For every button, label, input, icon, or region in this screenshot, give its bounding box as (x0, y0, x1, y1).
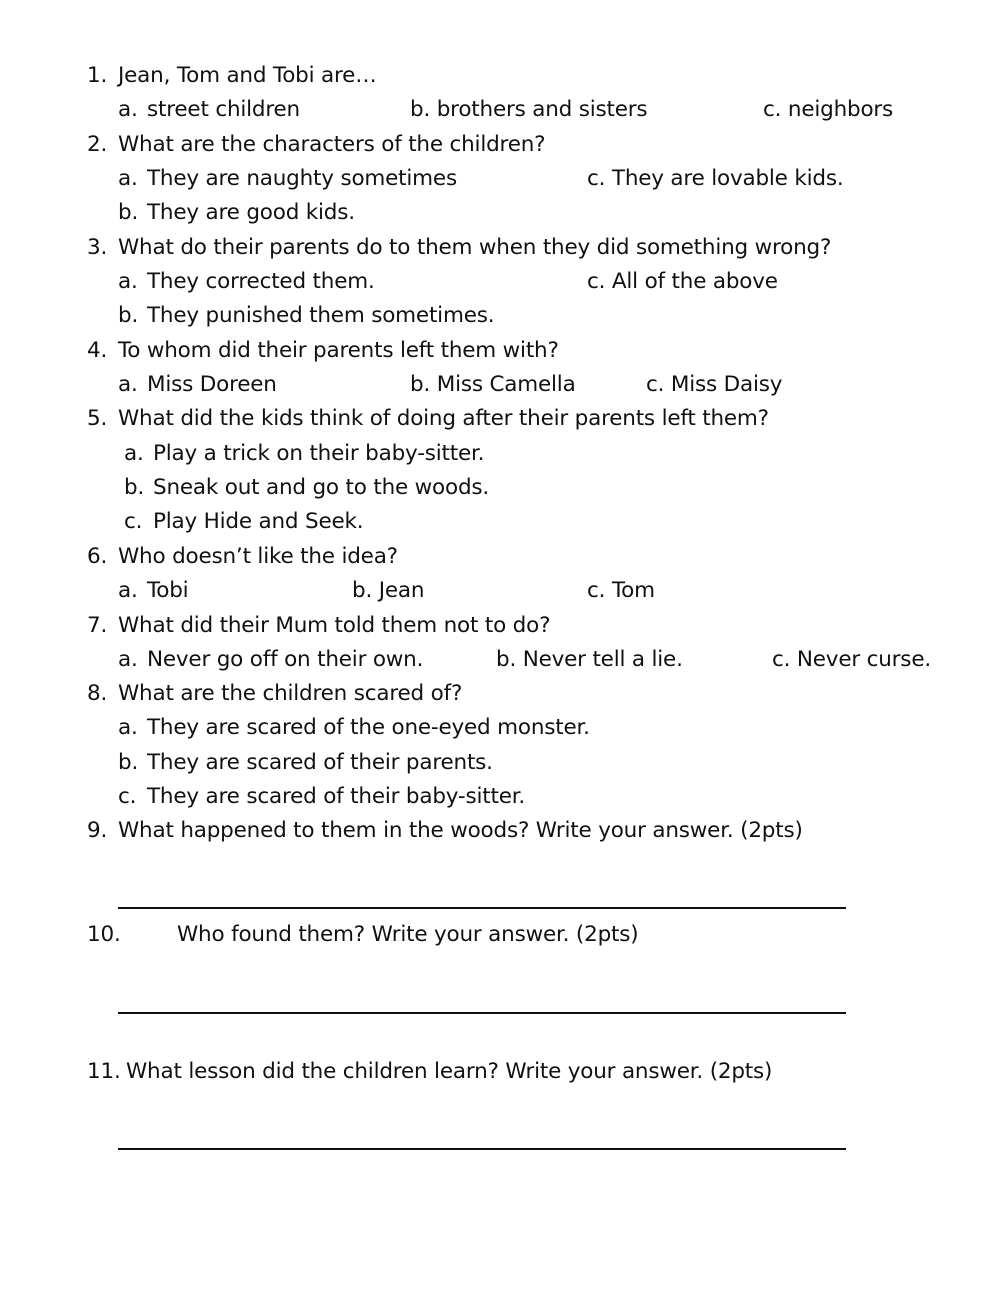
question-10-text: Who found them? Write your answer. (2pts) (177, 922, 639, 947)
question-5-text: What did the kids think of doing after their parents left them? (118, 406, 769, 431)
question-1-text: Jean, Tom and Tobi are… (118, 63, 377, 88)
question-8-number: 8. (87, 681, 108, 706)
question-6-number: 6. (87, 544, 108, 569)
question-3-text: What do their parents do to them when they did something wrong? (118, 235, 832, 260)
question-8-text: What are the children scared of? (118, 681, 463, 706)
question-7-option-c[interactable]: c. Never curse. (772, 647, 931, 672)
question-6-option-a-letter[interactable]: a. (118, 578, 138, 603)
question-4-option-a[interactable]: Miss Doreen (147, 372, 277, 397)
question-1-number: 1. (87, 63, 108, 88)
question-1-option-c[interactable]: c. neighbors (763, 97, 894, 122)
question-8-option-b[interactable]: They are scared of their parents. (147, 750, 493, 775)
question-8-option-c[interactable]: They are scared of their baby-sitter. (147, 784, 526, 809)
question-4-option-c[interactable]: c. Miss Daisy (646, 372, 783, 397)
question-11-answer-line[interactable] (118, 1148, 846, 1150)
question-6-option-a[interactable]: Tobi (147, 578, 189, 603)
question-7-number: 7. (87, 613, 108, 638)
question-5-option-a[interactable]: Play a trick on their baby-sitter. (153, 441, 485, 466)
question-5-number: 5. (87, 406, 108, 431)
question-1-option-a[interactable]: street children (147, 97, 300, 122)
question-1-option-b[interactable]: b. brothers and sisters (410, 97, 648, 122)
question-7-text: What did their Mum told them not to do? (118, 613, 551, 638)
question-3-option-b[interactable]: They punished them sometimes. (147, 303, 495, 328)
question-7-option-b[interactable]: b. Never tell a lie. (496, 647, 683, 672)
question-9-answer-line[interactable] (118, 907, 846, 909)
question-3-option-a-letter[interactable]: a. (118, 269, 138, 294)
question-2-number: 2. (87, 132, 108, 157)
question-2-text: What are the characters of the children? (118, 132, 546, 157)
question-3-option-b-letter[interactable]: b. (118, 303, 139, 328)
question-10-answer-line[interactable] (118, 1012, 846, 1014)
question-5-option-b-letter[interactable]: b. (124, 475, 145, 500)
question-3-option-a[interactable]: They corrected them. (147, 269, 375, 294)
question-1-option-a-letter[interactable]: a. (118, 97, 138, 122)
question-7-option-a[interactable]: Never go off on their own. (147, 647, 424, 672)
question-9-text: What happened to them in the woods? Write your answer. (2pts) (118, 818, 803, 843)
question-5-option-c-letter[interactable]: c. (124, 509, 143, 534)
question-4-number: 4. (87, 338, 108, 363)
question-3-number: 3. (87, 235, 108, 260)
question-4-text: To whom did their parents left them with? (118, 338, 559, 363)
question-8-option-a-letter[interactable]: a. (118, 715, 138, 740)
question-4-option-b[interactable]: b. Miss Camella (410, 372, 576, 397)
question-2-option-c[interactable]: c. They are lovable kids. (587, 166, 844, 191)
question-7-option-a-letter[interactable]: a. (118, 647, 138, 672)
question-6-option-c[interactable]: c. Tom (587, 578, 655, 603)
question-5-option-a-letter[interactable]: a. (124, 441, 144, 466)
question-8-option-b-letter[interactable]: b. (118, 750, 139, 775)
question-11-text: What lesson did the children learn? Write your answer. (2pts) (126, 1059, 773, 1084)
question-11-number: 11. (87, 1059, 121, 1084)
question-2-option-b[interactable]: They are good kids. (147, 200, 355, 225)
question-6-text: Who doesn’t like the idea? (118, 544, 398, 569)
question-2-option-a[interactable]: They are naughty sometimes (147, 166, 457, 191)
question-2-option-a-letter[interactable]: a. (118, 166, 138, 191)
question-8-option-c-letter[interactable]: c. (118, 784, 137, 809)
question-3-option-c[interactable]: c. All of the above (587, 269, 778, 294)
question-5-option-c[interactable]: Play Hide and Seek. (153, 509, 364, 534)
question-4-option-a-letter[interactable]: a. (118, 372, 138, 397)
question-8-option-a[interactable]: They are scared of the one-eyed monster. (147, 715, 590, 740)
question-2-option-b-letter[interactable]: b. (118, 200, 139, 225)
question-10-number: 10. (87, 922, 121, 947)
question-6-option-b[interactable]: b. Jean (352, 578, 425, 603)
question-9-number: 9. (87, 818, 108, 843)
question-5-option-b[interactable]: Sneak out and go to the woods. (153, 475, 490, 500)
